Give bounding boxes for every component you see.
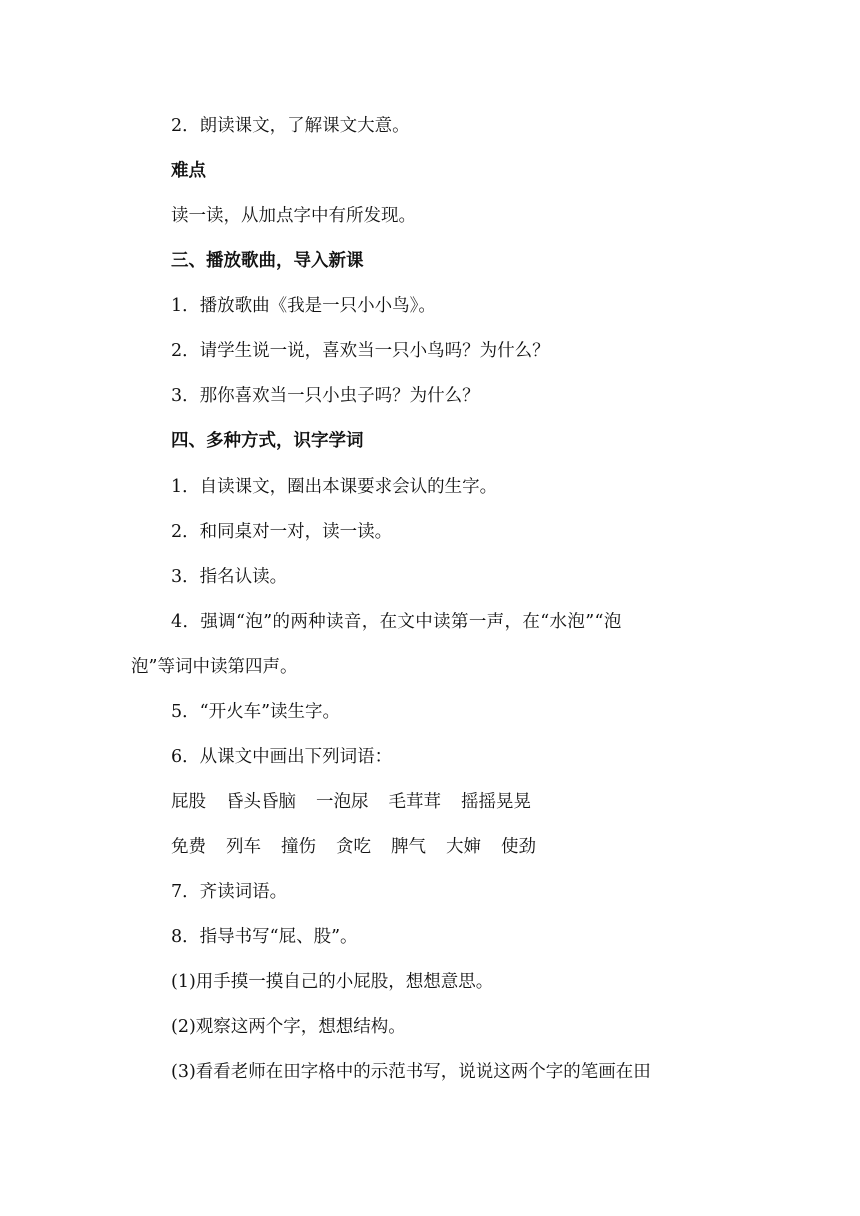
word-item: 列车 <box>226 837 261 857</box>
word-item: 昏头昏脑 <box>226 792 296 812</box>
section-4-step-8: 8．指导书写“屁、股”。 <box>171 927 358 947</box>
word-item: 免费 <box>171 837 206 857</box>
substep-3: (3)看看老师在田字格中的示范书写，说说这两个字的笔画在田 <box>171 1062 651 1082</box>
section-4-step-7: 7．齐读词语。 <box>171 882 288 902</box>
word-item: 一泡尿 <box>316 792 369 812</box>
word-item: 大婶 <box>446 837 481 857</box>
word-item: 撞伤 <box>281 837 316 857</box>
substep-1: (1)用手摸一摸自己的小屁股，想想意思。 <box>171 972 494 992</box>
word-item: 屁股 <box>171 792 206 812</box>
section-4-step-2: 2．和同桌对一对，读一读。 <box>171 522 393 542</box>
section-4-step-5: 5．“开火车”读生字。 <box>171 702 341 722</box>
substep-2: (2)观察这两个字，想想结构。 <box>171 1017 406 1037</box>
word-item: 使劲 <box>501 837 536 857</box>
difficulty-text: 读一读，从加点字中有所发现。 <box>171 206 416 226</box>
heading-difficulty: 难点 <box>171 161 206 181</box>
section-4-step-4: 4．强调“泡”的两种读音，在文中读第一声，在“水泡”“泡 <box>171 612 622 632</box>
section-4-step-1: 1．自读课文，圈出本课要求会认的生字。 <box>171 477 498 497</box>
section-4-step-4-cont: 泡”等词中读第四声。 <box>131 657 298 677</box>
word-list-1 <box>171 790 531 814</box>
section-4-step-3: 3．指名认读。 <box>171 567 288 587</box>
word-item: 贪吃 <box>336 837 371 857</box>
step-2-read-aloud: 2．朗读课文，了解课文大意。 <box>171 116 410 136</box>
section-4-heading: 四、多种方式，识字学词 <box>171 431 364 451</box>
section-3-step-2: 2．请学生说一说，喜欢当一只小鸟吗？为什么？ <box>171 341 550 361</box>
word-item: 摇摇晃晃 <box>461 792 531 812</box>
section-3-step-1: 1．播放歌曲《我是一只小小鸟》。 <box>171 296 436 316</box>
word-list-2 <box>171 835 536 859</box>
word-item: 毛茸茸 <box>388 792 441 812</box>
section-3-step-3: 3．那你喜欢当一只小虫子吗？为什么？ <box>171 386 480 406</box>
section-3-heading: 三、播放歌曲，导入新课 <box>171 251 364 271</box>
word-item: 脾气 <box>391 837 426 857</box>
section-4-step-6: 6．从课文中画出下列词语： <box>171 747 393 767</box>
